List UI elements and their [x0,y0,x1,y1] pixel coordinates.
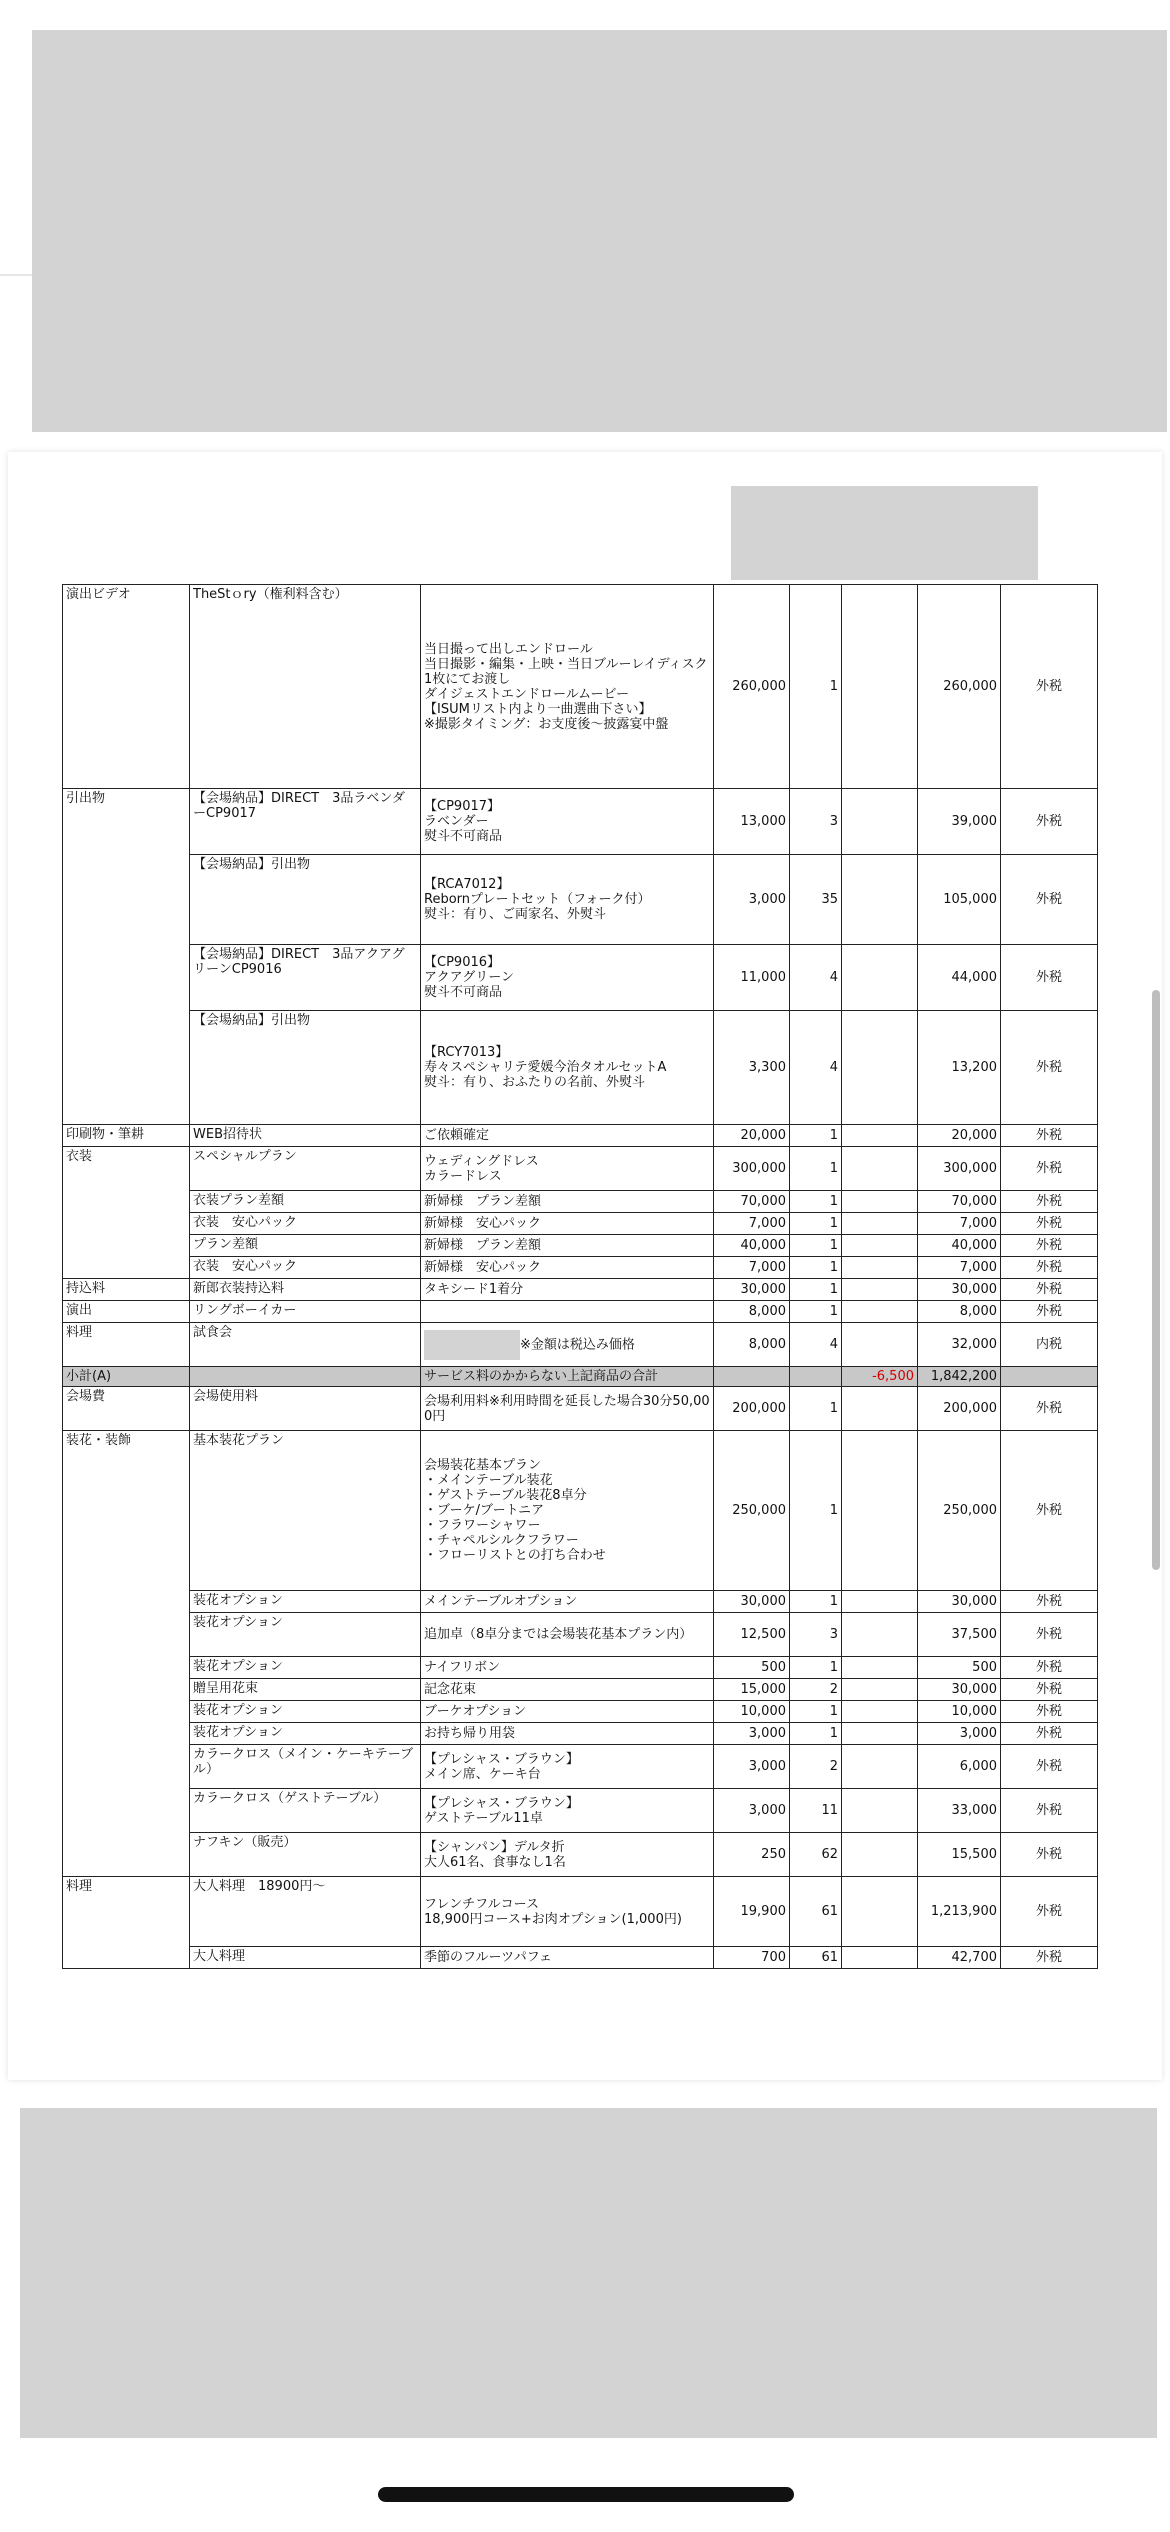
row-item: 衣装 安心パック [190,1213,421,1235]
row-amount: 37,500 [918,1613,1001,1657]
table-row [63,1125,1098,1147]
row-quantity: 1 [790,1387,842,1431]
row-category: 印刷物・筆耕 [63,1125,190,1147]
row-amount: 1,213,900 [918,1877,1001,1947]
row-item: 装花オプション [190,1701,421,1723]
row-quantity: 1 [790,1213,842,1235]
table-row [63,1323,1098,1367]
row-tax-type: 外税 [1001,1591,1098,1613]
row-unit-price: 8,000 [714,1301,790,1323]
row-unit-price: 3,300 [714,1011,790,1125]
row-amount: 7,000 [918,1213,1001,1235]
table-row [63,1877,1098,1947]
table-row [63,1011,1098,1125]
row-quantity: 2 [790,1745,842,1789]
row-item: 基本装花プラン [190,1431,421,1591]
row-amount: 32,000 [918,1323,1001,1367]
table-row [63,1701,1098,1723]
row-quantity: 1 [790,1257,842,1279]
row-amount: 33,000 [918,1789,1001,1833]
table-row [63,1387,1098,1431]
row-tax-type: 外税 [1001,1745,1098,1789]
row-item: カラークロス（ゲストテーブル） [190,1789,421,1833]
row-description: ウェディングドレス カラードレス [421,1147,714,1191]
row-quantity: 3 [790,1613,842,1657]
row-category [63,945,190,1011]
row-unit-price: 250 [714,1833,790,1877]
row-quantity: 1 [790,1723,842,1745]
row-unit-price: 11,000 [714,945,790,1011]
row-category [63,1789,190,1833]
row-item: 大人料理 18900円～ [190,1877,421,1947]
row-category: 料理 [63,1877,190,1947]
row-item: 【会場納品】DIRECT 3品ラベンダーCP9017 [190,789,421,855]
row-quantity: 1 [790,585,842,789]
row-discount [842,1431,918,1591]
row-item: カラークロス（メイン・ケーキテーブル） [190,1745,421,1789]
row-item: ナフキン（販売） [190,1833,421,1877]
row-category [63,1591,190,1613]
row-amount: 30,000 [918,1679,1001,1701]
row-tax-type: 外税 [1001,1679,1098,1701]
row-quantity: 1 [790,1591,842,1613]
table-row [63,1613,1098,1657]
row-description: 新婦様 プラン差額 [421,1235,714,1257]
row-description [421,1301,714,1323]
row-amount: 20,000 [918,1125,1001,1147]
row-category [63,1235,190,1257]
row-item: 衣装プラン差額 [190,1191,421,1213]
row-amount: 500 [918,1657,1001,1679]
row-item [190,1367,421,1387]
row-tax-type: 外税 [1001,945,1098,1011]
row-category [63,1257,190,1279]
row-unit-price: 3,000 [714,1789,790,1833]
row-unit-price: 7,000 [714,1257,790,1279]
row-amount: 1,842,200 [918,1367,1001,1387]
row-item: 【会場納品】引出物 [190,855,421,945]
row-item: 装花オプション [190,1657,421,1679]
row-item: スペシャルプラン [190,1147,421,1191]
row-item: WEB招待状 [190,1125,421,1147]
row-discount [842,1235,918,1257]
row-unit-price: 300,000 [714,1147,790,1191]
table-row [63,1657,1098,1679]
row-amount: 8,000 [918,1301,1001,1323]
row-tax-type: 外税 [1001,1833,1098,1877]
row-discount [842,1387,918,1431]
row-item: 装花オプション [190,1613,421,1657]
row-item: 大人料理 [190,1947,421,1969]
row-amount: 13,200 [918,1011,1001,1125]
row-tax-type: 外税 [1001,1387,1098,1431]
row-amount: 39,000 [918,789,1001,855]
row-unit-price [714,1367,790,1387]
row-tax-type: 外税 [1001,1257,1098,1279]
row-tax-type: 外税 [1001,1279,1098,1301]
row-quantity: 4 [790,945,842,1011]
row-tax-type: 外税 [1001,1789,1098,1833]
row-quantity: 35 [790,855,842,945]
row-discount [842,855,918,945]
row-unit-price: 15,000 [714,1679,790,1701]
row-category [63,1947,190,1969]
row-tax-type: 外税 [1001,1011,1098,1125]
row-description: お持ち帰り用袋 [421,1723,714,1745]
redacted-block-top [32,30,1167,432]
table-row [63,1301,1098,1323]
row-item: 装花オプション [190,1591,421,1613]
row-category [63,1613,190,1657]
row-tax-type [1001,1367,1098,1387]
row-amount: 44,000 [918,945,1001,1011]
row-unit-price: 13,000 [714,789,790,855]
row-description: タキシード1着分 [421,1279,714,1301]
row-description: メインテーブルオプション [421,1591,714,1613]
row-item: 装花オプション [190,1723,421,1745]
row-tax-type: 外税 [1001,1431,1098,1591]
table-row [63,1833,1098,1877]
row-category [63,1679,190,1701]
row-description: フレンチフルコース 18,900円コース+お肉オプション(1,000円) [421,1877,714,1947]
redacted-header-block [731,486,1038,580]
row-unit-price: 10,000 [714,1701,790,1723]
row-description [421,1323,714,1367]
row-discount [842,1701,918,1723]
row-quantity: 1 [790,1147,842,1191]
row-amount: 3,000 [918,1723,1001,1745]
row-unit-price: 70,000 [714,1191,790,1213]
row-amount: 40,000 [918,1235,1001,1257]
row-discount [842,1679,918,1701]
table-row [63,945,1098,1011]
row-unit-price: 7,000 [714,1213,790,1235]
row-discount [842,1947,918,1969]
row-unit-price: 19,900 [714,1877,790,1947]
row-unit-price: 3,000 [714,1723,790,1745]
row-tax-type: 外税 [1001,1191,1098,1213]
row-discount: -6,500 [842,1367,918,1387]
row-unit-price: 200,000 [714,1387,790,1431]
table-row [63,1431,1098,1591]
row-description: ご依頼確定 [421,1125,714,1147]
row-quantity: 1 [790,1657,842,1679]
row-amount: 7,000 [918,1257,1001,1279]
row-category [63,1191,190,1213]
row-category: 装花・装飾 [63,1431,190,1591]
row-amount: 200,000 [918,1387,1001,1431]
row-category: 演出ビデオ [63,585,190,789]
row-quantity: 1 [790,1431,842,1591]
row-amount: 105,000 [918,855,1001,945]
table-row [63,855,1098,945]
row-description: 新婦様 プラン差額 [421,1191,714,1213]
row-unit-price: 250,000 [714,1431,790,1591]
row-amount: 10,000 [918,1701,1001,1723]
subtotal-row [63,1367,1098,1387]
row-unit-price: 12,500 [714,1613,790,1657]
row-description: 会場利用料※利用時間を延長した場合30分50,000円 [421,1387,714,1431]
row-amount: 260,000 [918,585,1001,789]
row-description: 追加卓（8卓分までは会場装花基本プラン内） [421,1613,714,1657]
row-tax-type: 外税 [1001,1947,1098,1969]
page-divider [0,274,32,276]
row-description: 【CP9017】 ラベンダー 熨斗不可商品 [421,789,714,855]
row-unit-price: 40,000 [714,1235,790,1257]
row-discount [842,789,918,855]
row-discount [842,1657,918,1679]
row-category [63,1213,190,1235]
row-discount [842,1591,918,1613]
table-row [63,1213,1098,1235]
row-item: 新郎衣装持込料 [190,1279,421,1301]
row-category: 衣装 [63,1147,190,1191]
table-row [63,1723,1098,1745]
row-unit-price: 30,000 [714,1279,790,1301]
row-discount [842,1147,918,1191]
row-tax-type: 外税 [1001,855,1098,945]
row-description: ブーケオプション [421,1701,714,1723]
table-row [63,1947,1098,1969]
row-discount [842,1745,918,1789]
row-quantity: 4 [790,1323,842,1367]
row-description: 【プレシャス・ブラウン】 ゲストテーブル11卓 [421,1789,714,1833]
row-description: 【RCA7012】 Rebornプレートセット（フォーク付） 熨斗：有り、ご両家名、外熨斗 [421,855,714,945]
row-category: 料理 [63,1323,190,1367]
row-discount [842,1011,918,1125]
row-quantity [790,1367,842,1387]
table-row [63,1147,1098,1191]
row-discount [842,1301,918,1323]
row-description: 【RCY7013】 寿々スペシャリテ愛媛今治タオルセットA 熨斗：有り、おふたりの名前、外熨斗 [421,1011,714,1125]
row-discount [842,1125,918,1147]
row-description: 季節のフルーツパフェ [421,1947,714,1969]
table-row [63,1745,1098,1789]
table-row [63,1257,1098,1279]
row-amount: 30,000 [918,1591,1001,1613]
row-discount [842,1613,918,1657]
row-discount [842,1279,918,1301]
row-quantity: 11 [790,1789,842,1833]
row-category: 演出 [63,1301,190,1323]
row-item: 会場使用料 [190,1387,421,1431]
redacted-text [424,1330,520,1360]
row-unit-price: 260,000 [714,585,790,789]
row-quantity: 1 [790,1235,842,1257]
scrollbar[interactable] [1152,990,1160,1570]
row-quantity: 61 [790,1947,842,1969]
row-quantity: 4 [790,1011,842,1125]
row-tax-type: 外税 [1001,1125,1098,1147]
row-amount: 300,000 [918,1147,1001,1191]
row-discount [842,1191,918,1213]
row-description: 当日撮って出しエンドロール 当日撮影・編集・上映・当日ブルーレイディスク1枚にてお渡し ダイジェストエンドロールムービー 【ISUMリスト内より一曲選曲下さい】 ※撮影タイミング：お支度後～披露宴中盤 [421,585,714,789]
row-unit-price: 500 [714,1657,790,1679]
row-item: 衣装 安心パック [190,1257,421,1279]
row-category [63,1701,190,1723]
row-description: 【CP9016】 アクアグリーン 熨斗不可商品 [421,945,714,1011]
estimate-table [62,584,1098,1969]
row-unit-price: 700 [714,1947,790,1969]
row-quantity: 3 [790,789,842,855]
row-tax-type: 内税 [1001,1323,1098,1367]
table-row [63,1789,1098,1833]
row-tax-type: 外税 [1001,1147,1098,1191]
row-tax-type: 外税 [1001,1301,1098,1323]
row-category: 持込料 [63,1279,190,1301]
table-row [63,1191,1098,1213]
table-row [63,1235,1098,1257]
row-quantity: 1 [790,1279,842,1301]
row-description: 新婦様 安心パック [421,1213,714,1235]
row-note: ※金額は税込み価格 [520,1337,635,1352]
row-quantity: 2 [790,1679,842,1701]
row-quantity: 1 [790,1125,842,1147]
row-amount: 70,000 [918,1191,1001,1213]
row-description: 【シャンパン】デルタ折 大人61名、食事なし1名 [421,1833,714,1877]
row-item: 試食会 [190,1323,421,1367]
row-tax-type: 外税 [1001,789,1098,855]
row-category: 小計(A) [63,1367,190,1387]
row-category [63,1657,190,1679]
row-category [63,855,190,945]
row-tax-type: 外税 [1001,1701,1098,1723]
row-item: 【会場納品】引出物 [190,1011,421,1125]
row-unit-price: 8,000 [714,1323,790,1367]
row-amount: 15,500 [918,1833,1001,1877]
row-amount: 250,000 [918,1431,1001,1591]
row-discount [842,1833,918,1877]
row-category [63,1723,190,1745]
row-tax-type: 外税 [1001,1877,1098,1947]
row-unit-price: 20,000 [714,1125,790,1147]
redacted-block-bottom [20,2108,1157,2438]
row-tax-type: 外税 [1001,585,1098,789]
row-category [63,1833,190,1877]
row-discount [842,945,918,1011]
row-quantity: 62 [790,1833,842,1877]
row-unit-price: 3,000 [714,1745,790,1789]
row-quantity: 61 [790,1877,842,1947]
row-discount [842,1877,918,1947]
row-amount: 6,000 [918,1745,1001,1789]
row-category: 引出物 [63,789,190,855]
row-discount [842,1723,918,1745]
row-quantity: 1 [790,1301,842,1323]
table-row [63,789,1098,855]
row-description: 【プレシャス・ブラウン】 メイン席、ケーキ台 [421,1745,714,1789]
row-discount [842,1789,918,1833]
row-tax-type: 外税 [1001,1235,1098,1257]
row-amount: 42,700 [918,1947,1001,1969]
row-quantity: 1 [790,1191,842,1213]
row-quantity: 1 [790,1701,842,1723]
row-tax-type: 外税 [1001,1213,1098,1235]
row-description: 記念花束 [421,1679,714,1701]
row-description: サービス料のかからない上記商品の合計 [421,1367,714,1387]
row-discount [842,585,918,789]
table-row [63,1591,1098,1613]
row-tax-type: 外税 [1001,1723,1098,1745]
row-unit-price: 3,000 [714,855,790,945]
row-amount: 30,000 [918,1279,1001,1301]
row-category [63,1745,190,1789]
row-tax-type: 外税 [1001,1613,1098,1657]
row-description: ナイフリボン [421,1657,714,1679]
row-unit-price: 30,000 [714,1591,790,1613]
table-row [63,1679,1098,1701]
row-item: TheStｏry（権利料含む） [190,585,421,789]
row-description: 会場装花基本プラン ・メインテーブル装花 ・ゲストテーブル装花8卓分 ・ブーケ/ブートニア ・フラワーシャワー ・チャペルシルクフラワー ・フローリストとの打ち合わせ [421,1431,714,1591]
table-row [63,585,1098,789]
table-row [63,1279,1098,1301]
row-discount [842,1257,918,1279]
home-indicator[interactable] [378,2487,794,2502]
row-category: 会場費 [63,1387,190,1431]
row-category [63,1011,190,1125]
row-discount [842,1323,918,1367]
row-description: 新婦様 安心パック [421,1257,714,1279]
row-item: 贈呈用花束 [190,1679,421,1701]
row-item: 【会場納品】DIRECT 3品アクアグリーンCP9016 [190,945,421,1011]
row-discount [842,1213,918,1235]
row-item: プラン差額 [190,1235,421,1257]
row-item: リングボーイカー [190,1301,421,1323]
row-tax-type: 外税 [1001,1657,1098,1679]
